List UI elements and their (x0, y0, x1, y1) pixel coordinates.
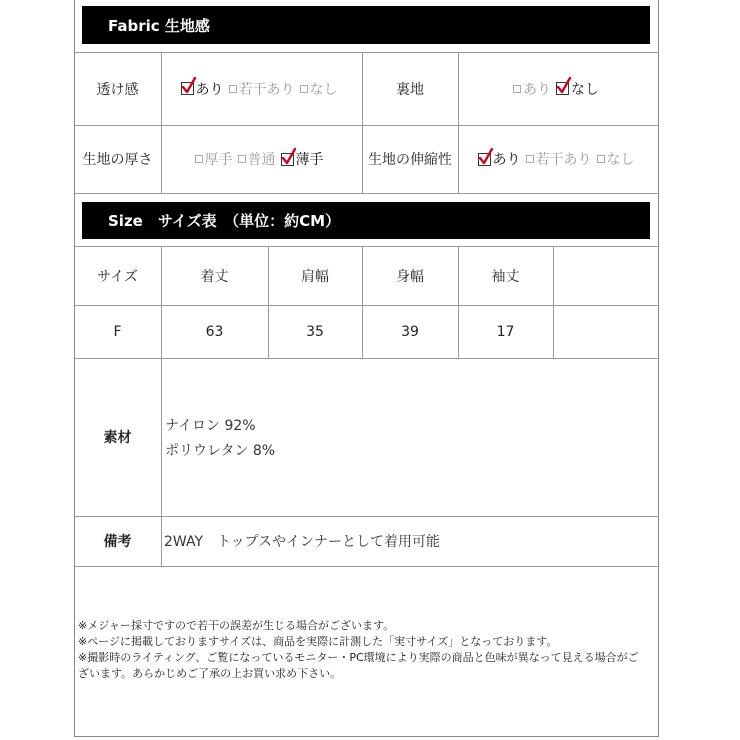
material-label: 素材 (103, 430, 132, 446)
size-header-length: 着丈 (200, 268, 229, 285)
checkbox-option (597, 149, 635, 169)
lining-options (458, 52, 659, 125)
option-label: 薄手 (295, 152, 324, 168)
checkmark-icon (281, 153, 294, 166)
option-label: 若干あり (238, 81, 295, 98)
size-value-shoulder: 35 (306, 323, 324, 340)
checkbox-empty-icon (513, 85, 521, 93)
notes (78, 618, 658, 682)
option-label: なし (309, 81, 338, 98)
checkbox-option (195, 149, 233, 169)
divider (74, 193, 659, 194)
fabric-section-header (82, 6, 650, 44)
checkbox-option (513, 79, 551, 99)
note-line: ※メジャー採寸ですので若干の誤差が生じる場合がございます。 (78, 619, 395, 632)
size-value-length: 63 (205, 323, 224, 340)
option-label: なし (606, 152, 635, 168)
note-line: ※ページに掲載しておりますサイズは、商品を実際に計測した「実寸サイズ」となっております。 (78, 635, 558, 648)
size-header-chest: 身幅 (396, 268, 424, 285)
option-label: あり (523, 81, 551, 98)
size-value-chest: 39 (401, 323, 419, 340)
checkbox-empty-icon (526, 155, 534, 163)
checkbox-option (300, 79, 338, 99)
size-section-header (82, 202, 650, 239)
option-label: 厚手 (204, 152, 233, 168)
size-header-empty (553, 246, 659, 305)
option-label: 普通 (247, 152, 276, 168)
fabric-label-stretch: 生地の伸縮性 (368, 152, 452, 168)
remarks-text: 2WAY トップスやインナーとして着用可能 (164, 534, 441, 550)
option-label: あり (492, 152, 521, 168)
remarks-label: 備考 (103, 534, 132, 550)
divider (74, 566, 659, 567)
note-line: ざいます。あらかじめご了承の上お買い求め下さい。 (78, 667, 342, 680)
size-header-shoulder: 肩幅 (301, 268, 329, 285)
checkbox-option (229, 79, 295, 99)
checkbox-option (478, 149, 521, 169)
option-label: なし (571, 81, 599, 98)
checkbox-empty-icon (229, 85, 237, 93)
checkbox-empty-icon (195, 155, 203, 163)
thickness-options (161, 125, 362, 193)
stretch-options (458, 125, 659, 193)
size-header-size: サイズ (97, 268, 138, 285)
size-section-title: Size サイズ表 （単位：約CM） (108, 212, 341, 230)
checkbox-option (526, 149, 592, 169)
fabric-label-transparency: 透け感 (96, 81, 139, 98)
checkmark-icon (556, 82, 569, 95)
fabric-label-thickness: 生地の厚さ (82, 152, 153, 168)
size-value-empty (553, 305, 659, 358)
fabric-section-title: Fabric 生地感 (108, 16, 210, 35)
checkbox-empty-icon (300, 85, 308, 93)
option-label: あり (195, 81, 224, 98)
checkmark-icon (181, 82, 194, 95)
size-value-sleeve: 17 (496, 323, 515, 340)
checkmark-icon (478, 153, 491, 166)
checkbox-option (556, 79, 599, 99)
checkbox-empty-icon (238, 155, 246, 163)
fabric-label-lining: 裏地 (396, 81, 424, 98)
size-value-size: F (113, 323, 122, 340)
material-content (165, 414, 275, 464)
material-line: ナイロン 92% (165, 418, 256, 434)
checkbox-option (181, 79, 224, 99)
size-header-sleeve: 袖丈 (491, 268, 520, 285)
transparency-options (161, 52, 362, 125)
note-line: ※撮影時のライティング、ご覧になっているモニター・PC環境により実際の商品と色味が異なって見える場合がご (78, 651, 639, 664)
checkbox-option (238, 149, 276, 169)
material-line: ポリウレタン 8% (165, 443, 276, 459)
checkbox-empty-icon (597, 155, 605, 163)
option-label: 若干あり (535, 152, 592, 168)
checkbox-option (281, 149, 324, 169)
